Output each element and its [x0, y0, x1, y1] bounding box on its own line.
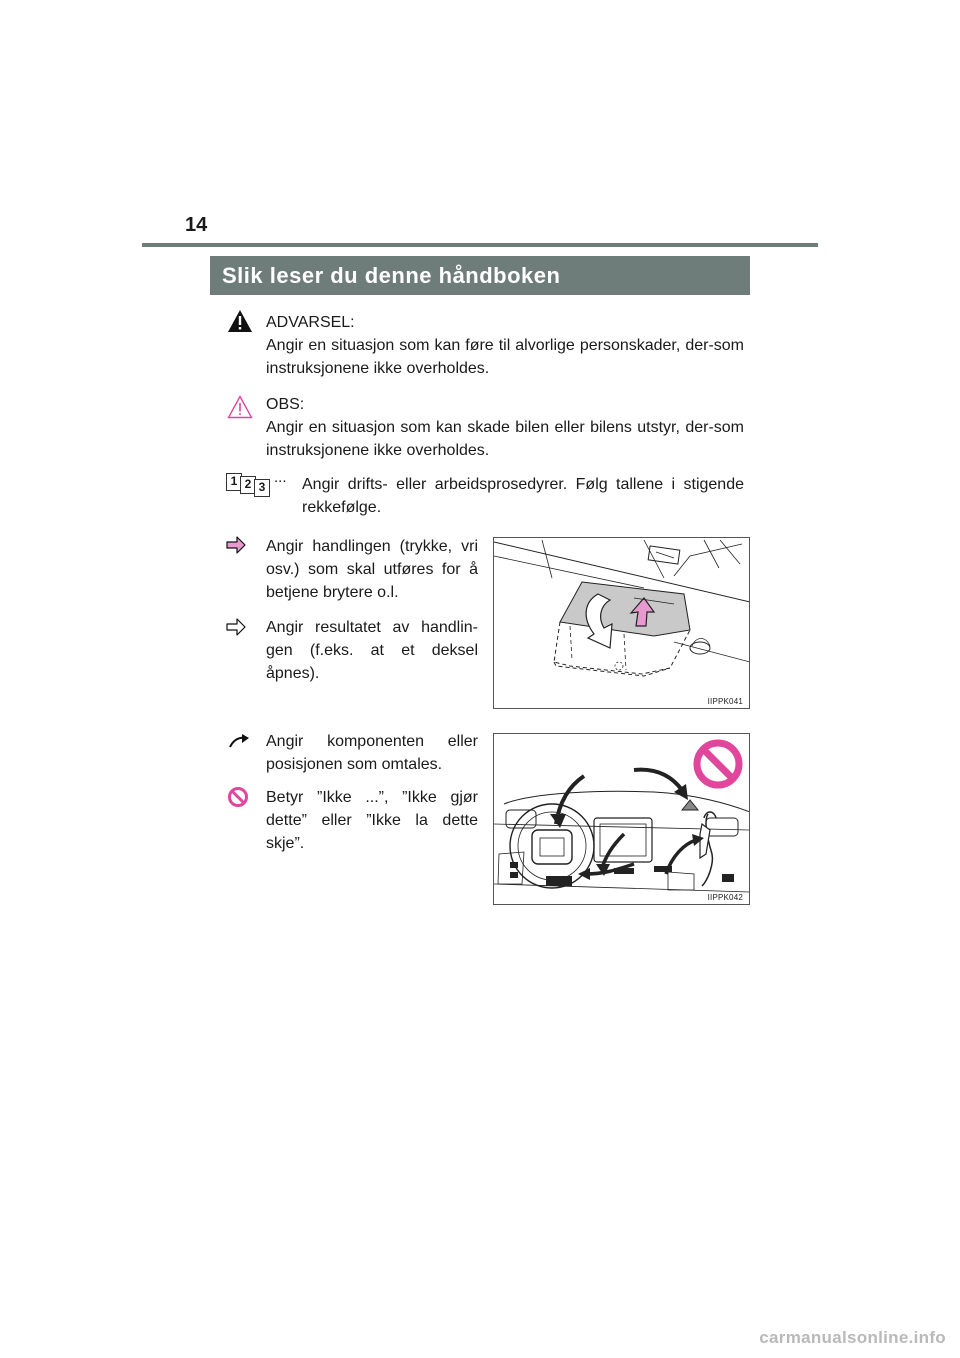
action-text: Angir handlingen (trykke, vri osv.) som skal utføres for å betjene brytere o.l. [266, 538, 478, 601]
figure-code: IIPPK042 [707, 893, 743, 902]
step-number-1: 1 [226, 473, 242, 491]
warning-entry [266, 311, 744, 380]
dashboard-illustration [494, 734, 750, 905]
warning-triangle-filled-icon [227, 309, 253, 333]
step-number-3: 3 [254, 479, 270, 497]
step-numbers-icon [226, 469, 296, 497]
warning-text: Angir en situasjon som kan føre til alvorlige personskader, der-som instruksjonene ikke overholdes. [266, 337, 744, 377]
figure-dashboard-prohibited [493, 733, 750, 905]
figure-console-cover [493, 537, 750, 709]
section-title: Slik leser du denne håndboken [210, 256, 750, 295]
caution-entry [266, 393, 744, 462]
console-illustration [494, 538, 750, 709]
curved-pointer-arrow-icon [228, 733, 250, 751]
prohibited-text: Betyr ”Ikke ...”, ”Ikke gjør dette” eller ”Ikke la dette skje”. [266, 789, 478, 852]
component-text: Angir komponenten eller posisjonen som omtales. [266, 733, 478, 773]
figure-code: IIPPK041 [707, 697, 743, 706]
step-dots: ... [274, 469, 287, 486]
caution-heading: OBS: [266, 396, 305, 413]
steps-text: Angir drifts- eller arbeidsprosedyrer. Følg tallene i stigende rekkefølge. [302, 476, 744, 516]
warning-heading: ADVARSEL: [266, 314, 355, 331]
watermark: carmanualsonline.info [759, 1328, 946, 1347]
header-rule [142, 243, 818, 247]
pink-arrow-icon [226, 536, 246, 554]
step-number-2: 2 [240, 476, 256, 494]
result-text: Angir resultatet av handlin-gen (f.eks. at et deksel åpnes). [266, 619, 478, 682]
warning-triangle-outline-icon [227, 395, 253, 419]
prohibited-circle-icon [227, 786, 249, 808]
caution-text: Angir en situasjon som kan skade bilen eller bilens utstyr, der-som instruksjonene ikke overholdes. [266, 419, 744, 459]
outline-arrow-icon [226, 618, 246, 636]
page-number: 14 [185, 214, 208, 236]
